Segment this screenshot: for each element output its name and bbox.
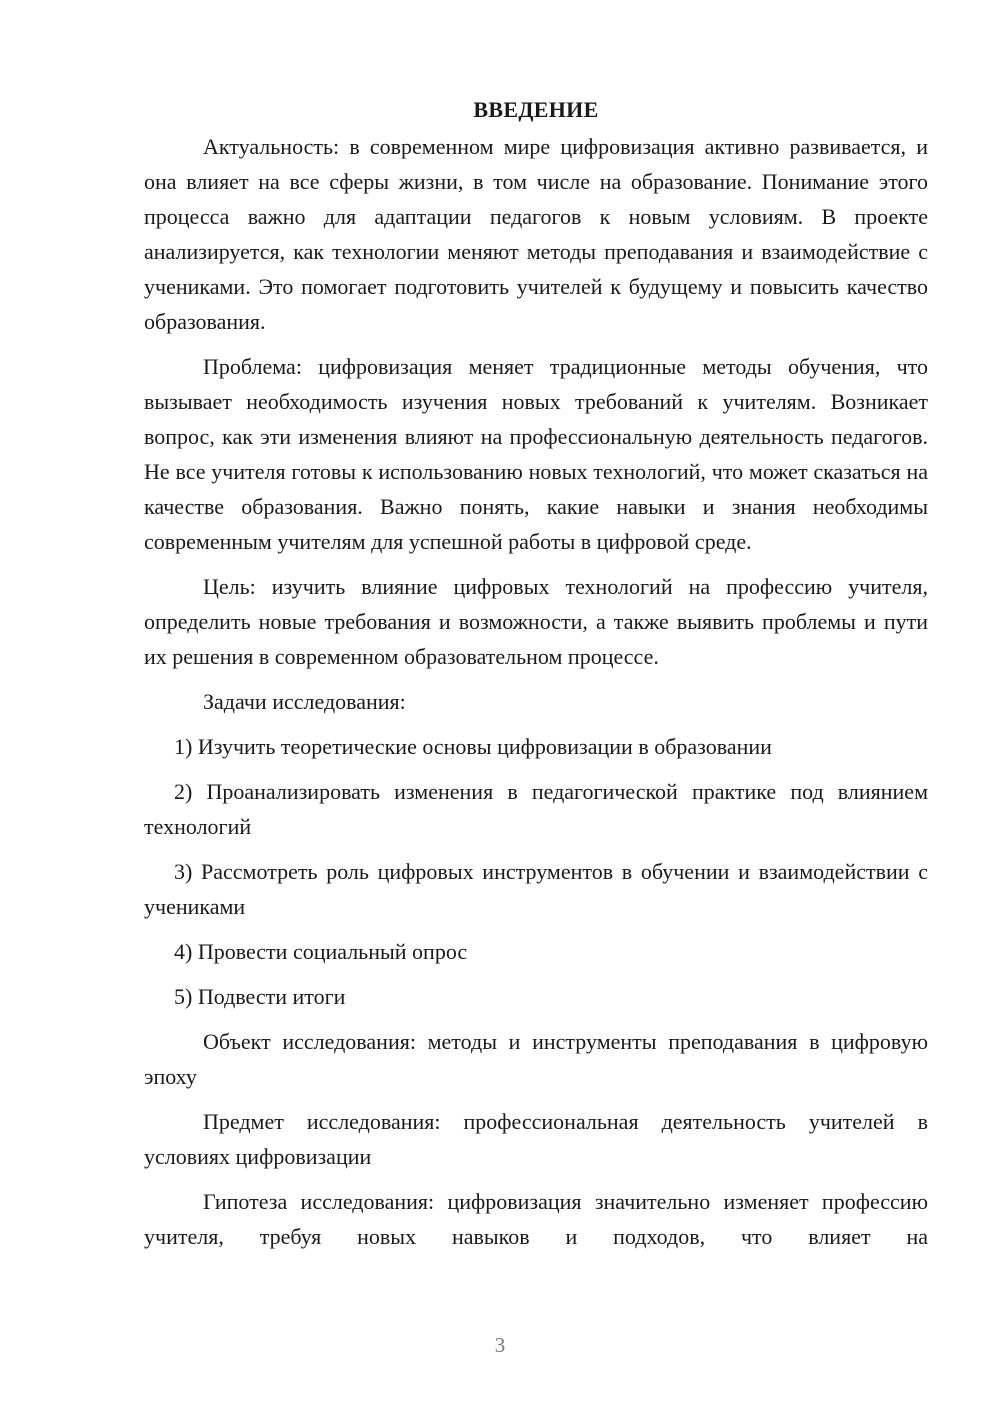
page-number: 3 — [494, 1333, 506, 1357]
paragraph-relevance: Актуальность: в современном мире цифровизация активно развивается, и она влияет на все сферы жизни, в том числе на образование. Понимание этого процесса важно для адаптации педагогов к новым условиям. В проекте анализируется, как технологии меняют методы преподавания и взаимодействие с учениками. Это помогает подготовить учителей к будущему и повысить качество образования. — [144, 134, 928, 334]
paragraph-goal: Цель: изучить влияние цифровых технологий на профессию учителя, определить новые требования и возможности, а также выявить проблемы и пути их решения в современном образовательном процессе. — [144, 574, 928, 669]
list-item: 3) Рассмотреть роль цифровых инструментов в обучении и взаимодействии с учениками — [144, 859, 928, 919]
list-item: 1) Изучить теоретические основы цифровизации в образовании — [174, 734, 772, 759]
paragraph-object: Объект исследования: методы и инструменты преподавания в цифровую эпоху — [144, 1029, 928, 1089]
list-item: 5) Подвести итоги — [174, 984, 346, 1009]
section-heading: ВВЕДЕНИЕ — [473, 97, 599, 122]
paragraph-tasks-intro: Задачи исследования: — [203, 689, 406, 714]
list-item: 2) Проанализировать изменения в педагогической практике под влиянием технологий — [144, 779, 928, 839]
list-item: 4) Провести социальный опрос — [174, 939, 468, 964]
paragraph-hypothesis: Гипотеза исследования: цифровизация значительно изменяет профессию учителя, требуя новых навыков и подходов, что влияет на — [144, 1189, 928, 1249]
document-page — [144, 95, 928, 1254]
paragraph-problem: Проблема: цифровизация меняет традиционные методы обучения, что вызывает необходимость изучения новых требований к учителям. Возникает вопрос, как эти изменения влияют на профессиональную деятельность педагогов. Не все учителя готовы к использованию новых технологий, что может сказаться на качестве образования. Важно понять, какие навыки и знания необходимы современным учителям для успешной работы в цифровой среде. — [144, 354, 928, 554]
tasks-list — [144, 729, 928, 1014]
paragraph-subject: Предмет исследования: профессиональная деятельность учителей в условиях цифровизации — [144, 1109, 928, 1169]
